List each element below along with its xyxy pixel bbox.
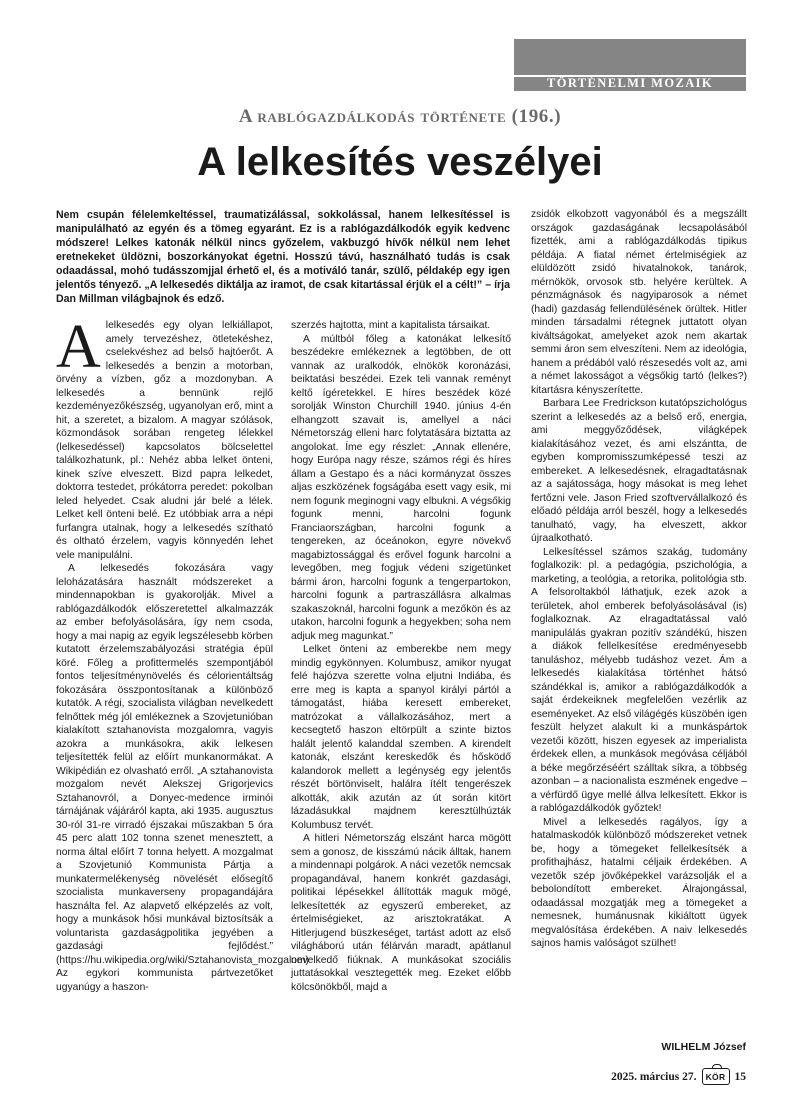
paragraph: Lelket önteni az emberekbe nem megy mindig egykönnyen. Kolumbusz, amikor nyugat felé hajózva szerette volna eljutni Indiába, és erre meg is kapta a spanyol királyi pártól a támogatást, hiába keresett embereket, matrózokat a vállalkozásához, mert a kecsegtető haszon eltörpült a szinte biztos halált jelentő kalanddal szemben. A kirendelt katonák, elszánt kereskedők és hősködő kalandorok mellett a legénység egy jelentős részét börtönviselt, halálra ítélt tengerészek alkották, akik azután az út során kitört lázadásukkal majdnem keresztülhúzták Kolumbusz tervét. bbox=[291, 644, 511, 831]
paragraph: Barbara Lee Fredrickson kutatópszichológus szerint a lelkesedés az a belső erő, energia, ami meggyőződések, világképek kialakításához vezet, és ami elszántta, de egyben kompromisszumképessé teszi az embereket. A lelkesedésnek, elragadtatásnak az a sajátossága, hogy másokat is meg lehet fertőzni vele. Jason Fried szoftvervállalkozó és előadó példája arról beszél, hogy a lelkesedés tanulható, vagy, ha elveszett, akkor újraalkotható. bbox=[531, 398, 747, 544]
paragraph: A múltból főleg a katonákat lelkesítő beszédekre emlékeznek a legtöbben, de ott vannak az uralkodók, elnökök koronázási, beiktatási beszédei. Ezek teli vannak reményt keltő ígéretekkel. E híres beszédek közé sorolják Winston Churchill 1940. június 4-én elhangzott szavait is, amellyel a náci Németország elleni harc folytatására biztatta az angolokat. Íme egy részlet: „Annak ellenére, hogy Európa nagy része, számos régi és híres állam a Gestapo és a náci kormányzat összes aljas eszközének fogságába esett vagy esik, mi nem fogunk meginogni vagy elbukni. A végsőkig fogunk menni, harcolni fogunk Franciaországban, harcolni fogunk a tengereken, az óceánokon, egyre növekvő magabiztossággal és erővel fogunk harcolni a levegőben, meg fogjuk védeni szigetünket bármi áron, harcolni fogunk a tengerpartokon, harcolni fogunk a partraszállásra alkalmas szakaszoknál, harcolni fogunk a mezőkön és az utakon, harcolni fogunk a hegyekben; soha nem adjuk meg magunkat.” bbox=[291, 333, 511, 642]
paragraph: A lelkesedés fokozására vagy leloházatására használt módszereket a mindennapokban is gyakorolják. Mivel a rablógazdálkodók előszeretettel alkalmazzák az ember befolyásolására, így nem csoda, hogy a mai napig az egyik legszélesebb körben kutatott érzelemszabályozási stratégia épül köré. Főleg a profittermelés szempontjából fontos teljesítménynövelés és célorientáltság fokozására összpontosítanak a különböző kutatók. A régi, szocialista világban nevelkedett felnőttek még jól emlékeznek a Szovjetunióban kialakított sztahanovista mozgalomra, vagyis azokra a munkásokra, akik lelkesen teljesítették felül az előírt munkanormákat. A Wikipédián ez olvasható erről. „A sztahanovista mozgalom nevét Alekszej Grigorjevics Sztahanovról, a Donyec-medence irminói tárnájának vájáráról kapta, aki 1935. augusztus 30-ról 31-re virradó éjszakai műszakban 5 óra 45 perc alatt 102 tonna szenet menesztett, a norma által előírt 7 tonna helyett. A mozgalmat a Szovjetunió Kommunista Pártja a munkatermelékenység növelését elősegítő szocialista munkaverseny propagandájára használta fel. Az alapvető elképzelés az volt, hogy a munkások hősi munkával biztosítsák a voluntarista gazdaságpolitika jegyében a gazdasági fejlődést.” (https://hu.wikipedia.org/wiki/Sztahanovista_mozgalom) Az egykori kommunista pártvezetőket ugyanúgy a haszon- bbox=[56, 563, 309, 993]
series-title: A rablógazdálkodás története (196.) bbox=[238, 106, 562, 127]
article-column-1 bbox=[56, 313, 309, 994]
lead-paragraph: Nem csupán félelemkeltéssel, traumatizálással, sokkolással, hanem lelkesítéssel is manipulálható az egyén és a tömeg egyaránt. Ez is a rablógazdálkodók egyik kedvenc módszere! Lelkes katonák nélkül nincs győzelem, vakbuzgó hívők nélkül nem lehet eretnekeket üldözni, boszorkányokat égetni. Hosszú távú, használható tudás is csak odaadással, mohó tudásszomjjal érhető el, és a motiváló tanár, szülő, példakép egy igen jelentős tényező. „A lelkesedés diktálja az iramot, de csak kitartással érjük el a célt!” – írja Dan Millman világbajnok és edző. bbox=[56, 209, 510, 305]
issue-date: 2025. március 27. bbox=[611, 1070, 697, 1083]
page-number: 15 bbox=[734, 1070, 746, 1083]
paragraph: Mivel a lelkesedés ragályos, így a hatalmaskodók különböző módszereket vetnek be, hogy a tömegeket fellelkesítsék a profithajhász, hatalmi céljaik érdekében. A vezetők szép jövőképekkel varázsolják el a bebolondított embereket. Álrajongással, odaadással mozgatják meg a tömegeket a nemesnek, humánusnak kikiáltott ügyek megvalósítása érdekében. A naiv lelkesedés sajnos hamis valóságot szülhet! bbox=[531, 816, 747, 949]
article-column-3 bbox=[531, 208, 747, 951]
author-signature: WILHELM József bbox=[661, 1041, 746, 1053]
page-title: A lelkesítés veszélyei bbox=[197, 140, 603, 184]
paragraph: Lelkesítéssel számos szakág, tudomány foglalkozik: pl. a pedagógia, pszichológia, a marketing, a teológia, a retorika, politológia stb. A felsoroltakból láthatjuk, ezek azok a területek, ahol emberek befolyásolásával (is) foglalkoznak. Az elragadtatással való manipulálás gyakran pozitív szándékú, hiszen a diákok fellelkesítése eredményesebb tanuláshoz, mélyebb tudáshoz vezet. Ám a lelkesedés kialakítása történhet hátsó szándékkal is, amikor a rablógazdálkodók a saját érdekeiknek megfelelően vezérlik az eseményeket. Az első világégés küszöbén igen feszült helyzet alakult ki a munkáspártok vezetői között, hiszen egyesek az imperialista érdekek ellen, a munkások megóvása céljából a béke megőrzéséért szálltak síkra, a többség azonban – a nacionalista eszmének engedve – a vérfürdő ügye mellé állva lelkesített. Ekkor is a rablógazdálkodók győztek! bbox=[531, 546, 747, 814]
paragraph: zsidók elkobzott vagyonából és a megszállt országok gazdaságának lecsapolásából fizették, ami a rablógazdálkodás tipikus példája. A fiatal német értelmiségiek az elüldözött zsidó hivatalnokok, tanárok, mérnökök, orvosok stb. helyére kerültek. A pénzmágnások és nagyiparosok a német (hadi) gazdaság fellendülésének örültek. Hitler minden társadalmi rétegnek juttatott olyan kiváltságokat, amelyeket azok nem akartak semmi áron sem elveszíteni. Nem az ideológia, hanem a prédából való részesedés volt az, ami a német lakosságot a végsőkig tartó (lelkes?) kitartásra kényszerítette. bbox=[531, 209, 747, 396]
drop-cap: A bbox=[56, 313, 101, 381]
paragraph bbox=[56, 313, 273, 562]
section-tag: TÖRTÉNELMI MOZAIK bbox=[546, 76, 714, 90]
article-column-2 bbox=[291, 319, 511, 994]
paragraph-text: lelkesedés egy olyan lelkiállapot, amely tervezéshez, ötletekéshez, cselekvéshez ad belső hajtóerőt. A lelkesedés a benzin a motorban, örvény a vízben, gőz a mozdonyban. A lelkesedés a bennünk rejlő kezdeményezőkészség, ugyanolyan erő, mint a hit, a szeretet, a bizalom. A magyar szólások, közmondások sorában rengeteg lélekkel (lelkesedéssel) kapcsolatos bölcselettel találkozhatunk, pl.: Nehéz abba lelket önteni, kinek szíve elveszett. Bizd papra lelkedet, doktorra testedet, prókátorra peredet: pokolban leled helyedet. Csak aludni jár belé a lélek. Lelket kell önteni belé. Ez utóbbiak arra a népi furfangra utalnak, hogy a lelkesedés szítható és oltható érzelem, vagyis könnyedén lehet vele manipulálni. bbox=[56, 320, 273, 561]
paragraph: szerzés hajtotta, mint a kapitalista társaikat. bbox=[291, 320, 491, 331]
page-footer bbox=[611, 1068, 746, 1085]
paragraph: A hitleri Németország elszánt harca mögött sem a gonosz, de kisszámú nácik álltak, hanem a mindennapi polgárok. A náci vezetők nemcsak propagandával, hanem konkrét gazdasági, politikai lépésekkel állították maguk mögé, lelkesítették az egyszerű embereket, az értelmiségieket, az arisztokratákat. A Hitlerjugend büszkeséget, tartást adott az első világháború után félárván maradt, apátlanul nevelkedő fiúknak. A munkásokat szociális juttatásokkal vesztegették meg. Ezeket előbb kölcsönökből, majd a bbox=[291, 833, 511, 993]
kor-logo: KÖR bbox=[702, 1068, 730, 1085]
